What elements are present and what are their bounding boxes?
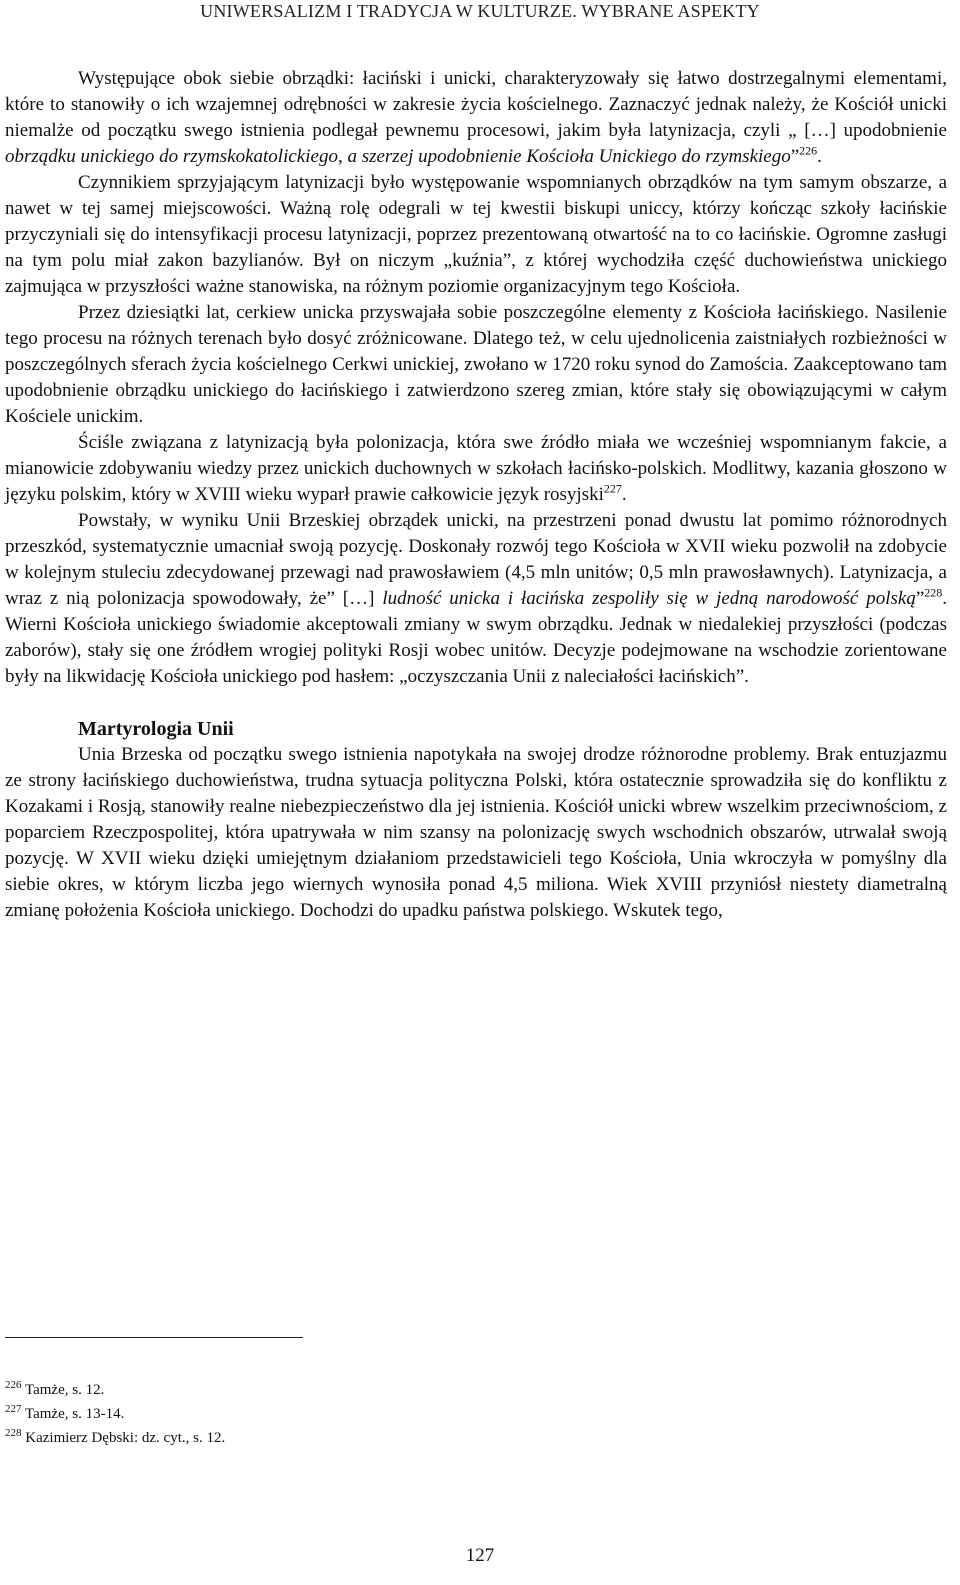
page-number: 127: [465, 1545, 495, 1566]
footnote-text: Tamże, s. 13-14.: [21, 1406, 125, 1422]
paragraph-4: [5, 430, 947, 508]
ellipsis: …: [349, 588, 369, 609]
ellipsis: …: [810, 120, 830, 141]
footnote-ref-226[interactable]: 226: [799, 143, 818, 158]
footnote-ref-227[interactable]: 227: [603, 481, 622, 496]
paragraph-1: [5, 66, 947, 170]
running-header: UNIWERSALIZM I TRADYCJA W KULTURZE. WYBRANE ASPEKTY: [200, 1, 760, 21]
paragraph-3: Przez dziesiątki lat, cerkiew unicka przyswajała sobie poszczególne elementy z Kościoła łacińskiego. Nasilenie tego procesu na różnych terenach było dosyć zróżnicowane. Dlatego też, w celu ujednolicenia zaistniałych rozbieżności w poszczególnych sferach życia kościelnego Cerkwi unickiej, zwołano w 1720 roku synod do Zamościa. Zaakceptowano tam upodobnienie obrządku unickiego do łacińskiego i zatwierdzono szereg zmian, które stały się obowiązującymi w całym Kościele unickim.: [5, 302, 947, 427]
footnote-divider: [5, 1337, 303, 1338]
section-heading: Martyrologia Unii: [78, 718, 234, 740]
quoted-italic-text: obrządku unickiego do rzymskokatolickiego, a szerzej upodobnienie Kościoła Unickiego do rzymskiego: [5, 146, 791, 167]
footnote-text: Tamże, s. 12.: [21, 1382, 105, 1398]
paragraph-4-text: .: [621, 484, 627, 505]
closing-quote: ”: [790, 146, 800, 167]
paragraph-4-text: Ściśle związana z latynizacją była polonizacja, która swe źródło miała we wcześniej wspomnianym fakcie, a mianowicie zdobywaniu wiedzy przez unickich duchownych w szkołach łacińsko-polskich. Modlitwy, kazania głoszono w języku polskim, który w XVIII wieku wyparł prawie całkowicie język rosyjski: [5, 432, 947, 505]
footnote-number: 228: [5, 1427, 22, 1439]
paragraph-1-text: .: [817, 146, 822, 167]
paragraph-5-text: Powstały, w wyniku Unii Brzeskiej obrządek unicki, na przestrzeni ponad dwustu lat pomimo różnorodnych przeszkód, systematycznie umacniał swoją pozycję. Doskonały rozwój tego Kościoła w XVII wieku pozwolił na zdobycie w kolejnym stuleciu zdecydowanej przewagi nad prawosławiem (4,5 mln unitów; 0,5 mln prawosławnych). Latynizacja, a wraz z nią polonizacja spowodowały, że” [: [5, 510, 947, 609]
paragraph-2: Czynnikiem sprzyjającym latynizacji było występowanie wspomnianych obrządków na tym samym obszarze, a nawet w tej samej miejscowości. Ważną rolę odegrali w tej kwestii biskupi uniccy, którzy kończąc szkoły łacińskie przyczyniali się do intensyfikacji procesu latynizacji, poprzez prezentowaną otwartość na to co łacińskie. Ogromne zasługi na tym polu miał zakon bazylianów. Był on niczym „kuźnia”, z której wychodziła część duchowieństwa unickiego zajmująca w przyszłości ważne stanowiska, na różnym poziomie organizacyjnym tego Kościoła.: [5, 172, 947, 297]
paragraph-5: [5, 508, 947, 690]
footnote-ref-228[interactable]: 228: [924, 585, 943, 600]
paragraph-5-text: ]: [368, 588, 383, 609]
footnotes: [5, 1378, 605, 1450]
footnote-227: [5, 1402, 605, 1426]
closing-quote: ”: [915, 588, 925, 609]
footnote-number: 226: [5, 1379, 22, 1391]
footnote-228: [5, 1426, 605, 1450]
footnote-226: [5, 1378, 605, 1402]
paragraph-1-text: Występujące obok siebie obrządki: łaciński i unicki, charakteryzowały się łatwo dostrzegalnymi elementami, które to stanowiły o ich wzajemnej odrębności w zakresie życia kościelnego. Zaznaczyć jednak należy, że Kościół unicki niemalże od początku swego istnienia podlegał pewnemu procesowi, jakim była latynizacja, czyli „ [: [5, 68, 947, 141]
paragraph-5-text: . Wierni Kościoła unickiego świadomie akceptowali zmiany w swym obrządku. Jednak w niedalekiej przyszłości (podczas zaborów), stały się one źródłem wrogiej polityki Rosji wobec unitów. Decyzje podejmowane na wschodzie zorientowane były na likwidację Kościoła unickiego pod hasłem: „oczyszczania Unii z naleciałości łacińskich”.: [5, 588, 948, 687]
paragraph-1-text: ] upodobnienie: [829, 120, 947, 141]
body-text: [5, 66, 947, 924]
quoted-italic-text: ludność unicka i łacińska zespoliły się w jedną narodowość polską: [382, 588, 916, 609]
section-paragraph: Unia Brzeska od początku swego istnienia napotykała na swojej drodze różnorodne problemy. Brak entuzjazmu ze strony łacińskiego duchowieństwa, trudna sytuacja polityczna Polski, która ostatecznie sprowadziła się do konfliktu z Kozakami i Rosją, stanowiły realne niebezpieczeństwo dla jej istnienia. Kościół unicki wbrew wszelkim przeciwnościom, z poparciem Rzeczpospolitej, która upatrywała w nim szansy na polonizację swych wschodnich obszarów, utrwalał swoją pozycję. W XVII wieku dzięki umiejętnym działaniom przedstawicieli tego Kościoła, Unia wkroczyła w pomyślny dla siebie okres, w którym liczba jego wiernych wynosiła ponad 4,5 miliona. Wiek XVIII przyniósł niestety diametralną zmianę położenia Kościoła unickiego. Dochodzi do upadku państwa polskiego. Wskutek tego,: [5, 744, 947, 921]
footnote-number: 227: [5, 1403, 22, 1415]
footnote-text: Kazimierz Dębski: dz. cyt., s. 12.: [21, 1430, 226, 1446]
